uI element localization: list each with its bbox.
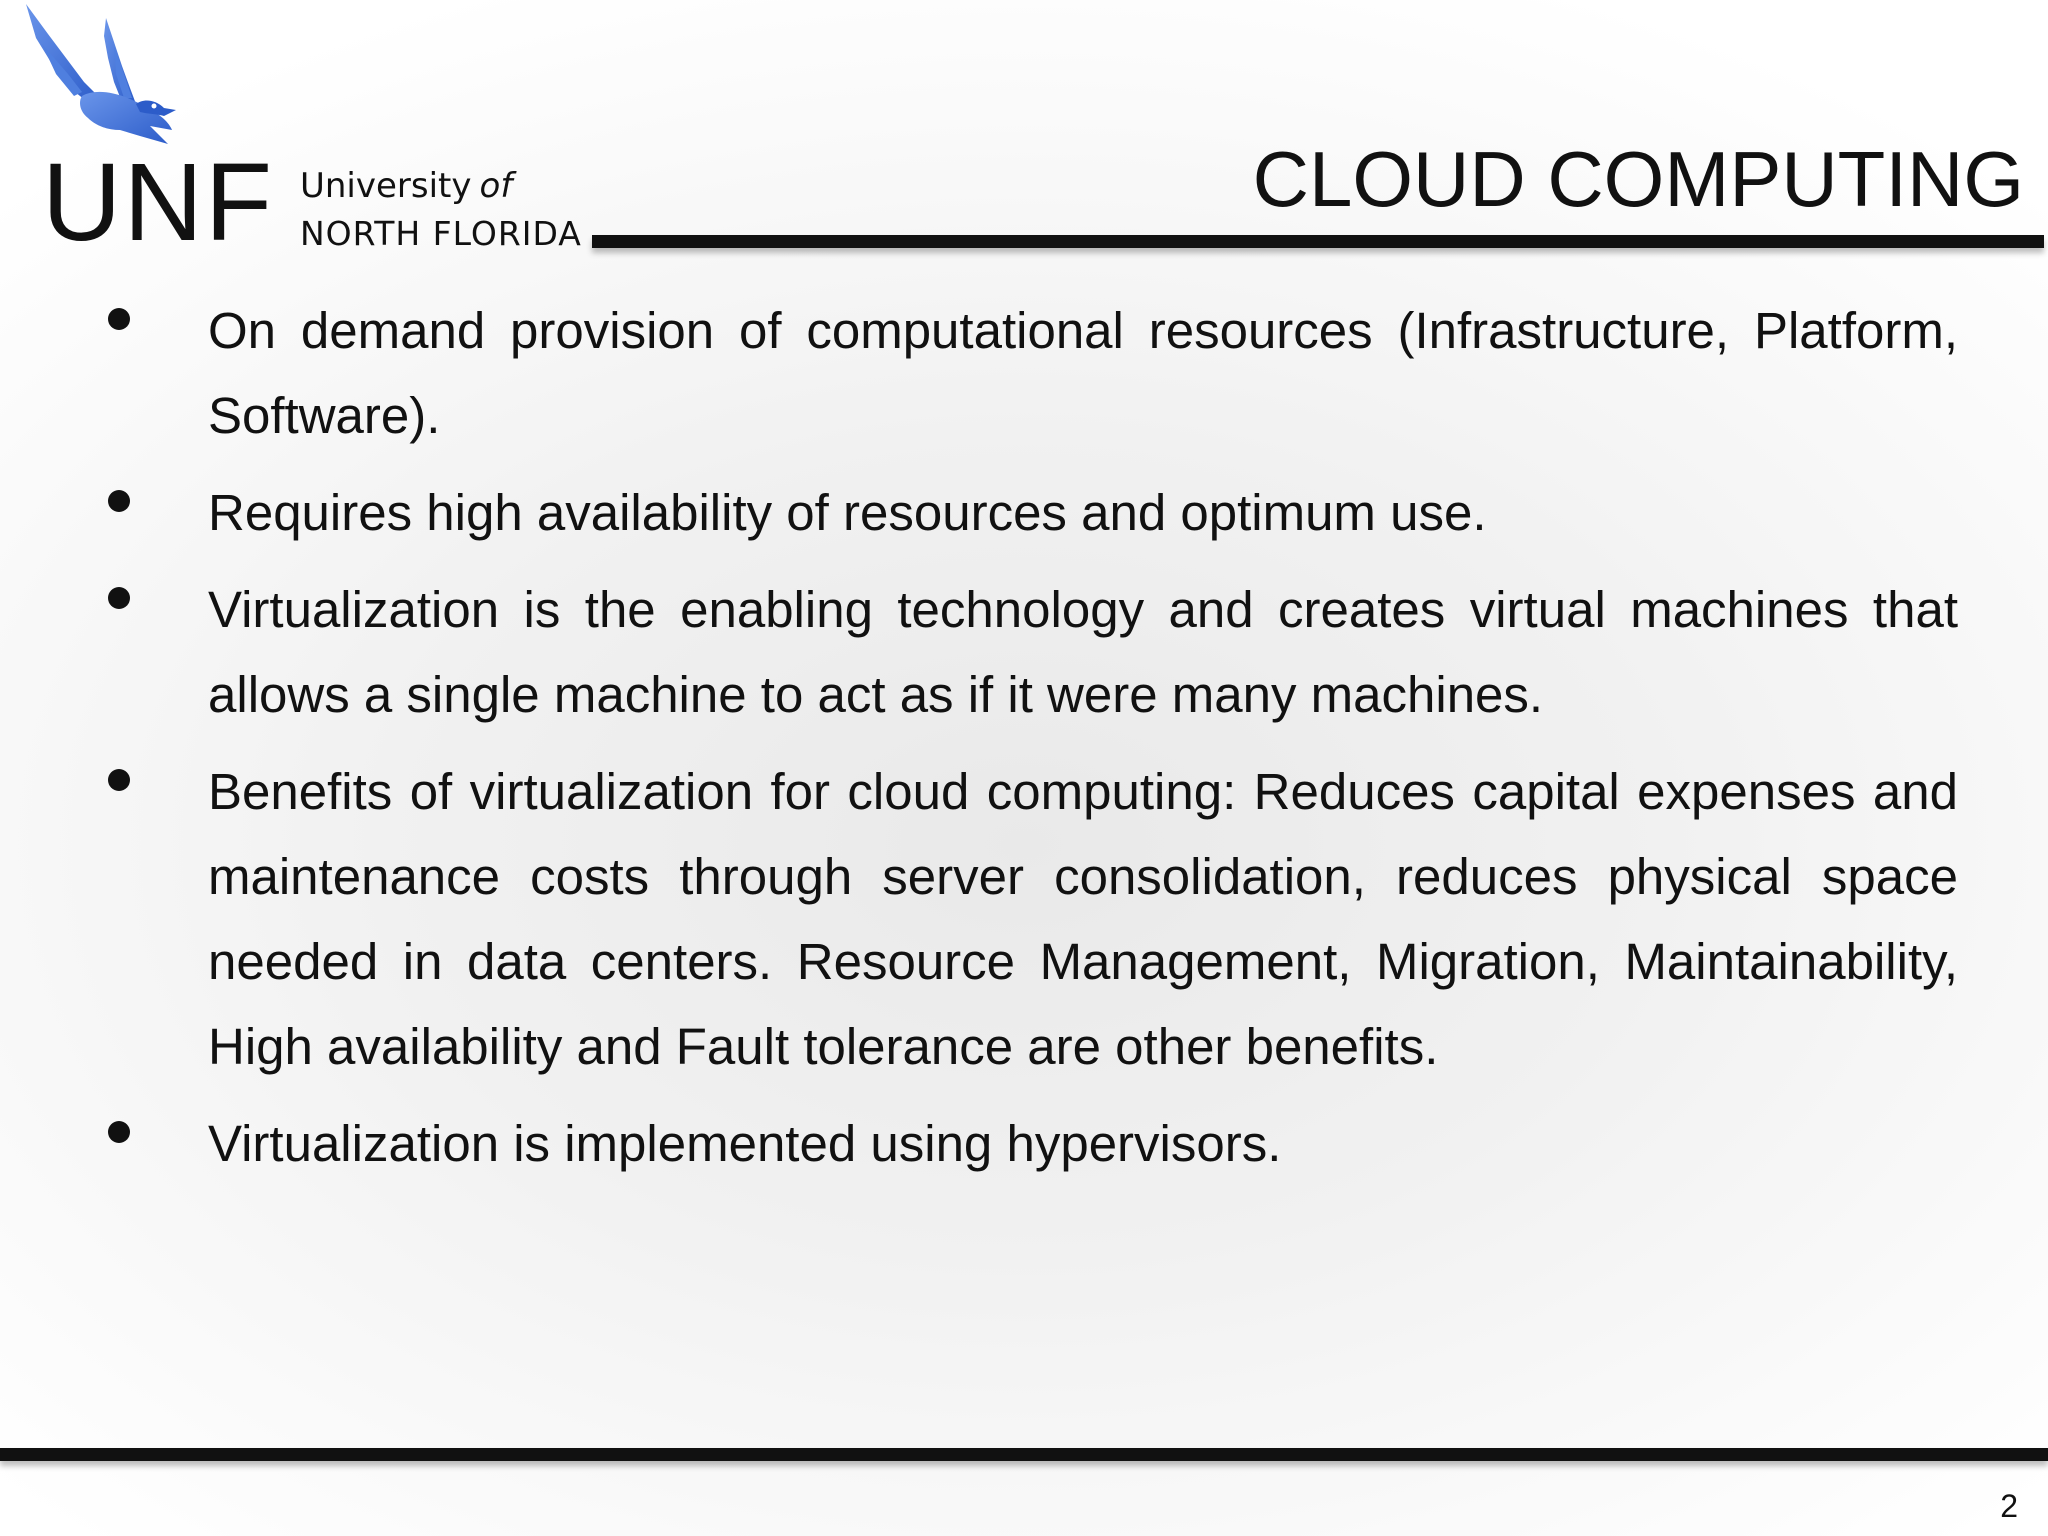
unf-logo [10,0,610,270]
logo-abbreviation: UNF [42,141,275,264]
bullet-text: Virtualization is implemented using hypervisors. [208,1115,1282,1172]
bullet-text: Virtualization is the enabling technology and creates virtual machines that allows a single machine to act as if it were many machines. [208,581,1958,723]
bullet-item [100,567,1958,737]
footer-divider [0,1448,2048,1461]
bullet-dot-icon [108,308,130,330]
bullet-item [100,470,1958,555]
slide-title: CLOUD COMPUTING [1252,135,2024,223]
logo-north-florida: NORTH FLORIDA [300,214,582,253]
bullet-dot-icon [108,1121,130,1143]
bullet-text: On demand provision of computational resources (Infrastructure, Platform, Software). [208,302,1958,444]
logo-of-word: of [479,166,513,206]
page-number: 2 [2000,1488,2018,1524]
bullet-dot-icon [108,769,130,791]
title-divider [592,235,2044,248]
bullet-item [100,288,1958,458]
bullet-item [100,1101,1958,1186]
bullet-text: Requires high availability of resources and optimum use. [208,484,1487,541]
bullet-dot-icon [108,490,130,512]
bullet-list [100,288,1958,1186]
osprey-icon [18,0,178,160]
logo-university-line [300,166,512,206]
bullet-dot-icon [108,587,130,609]
bullet-item [100,749,1958,1089]
logo-university-word: University [300,166,472,206]
slide-body [100,288,1958,1198]
bullet-text: Benefits of virtualization for cloud computing: Reduces capital expenses and maintenance costs through server consolidation, reduces physical space needed in data centers. Resource Management, Migration, Maintainability, High availability and Fault tolerance are other benefits. [208,763,1958,1075]
